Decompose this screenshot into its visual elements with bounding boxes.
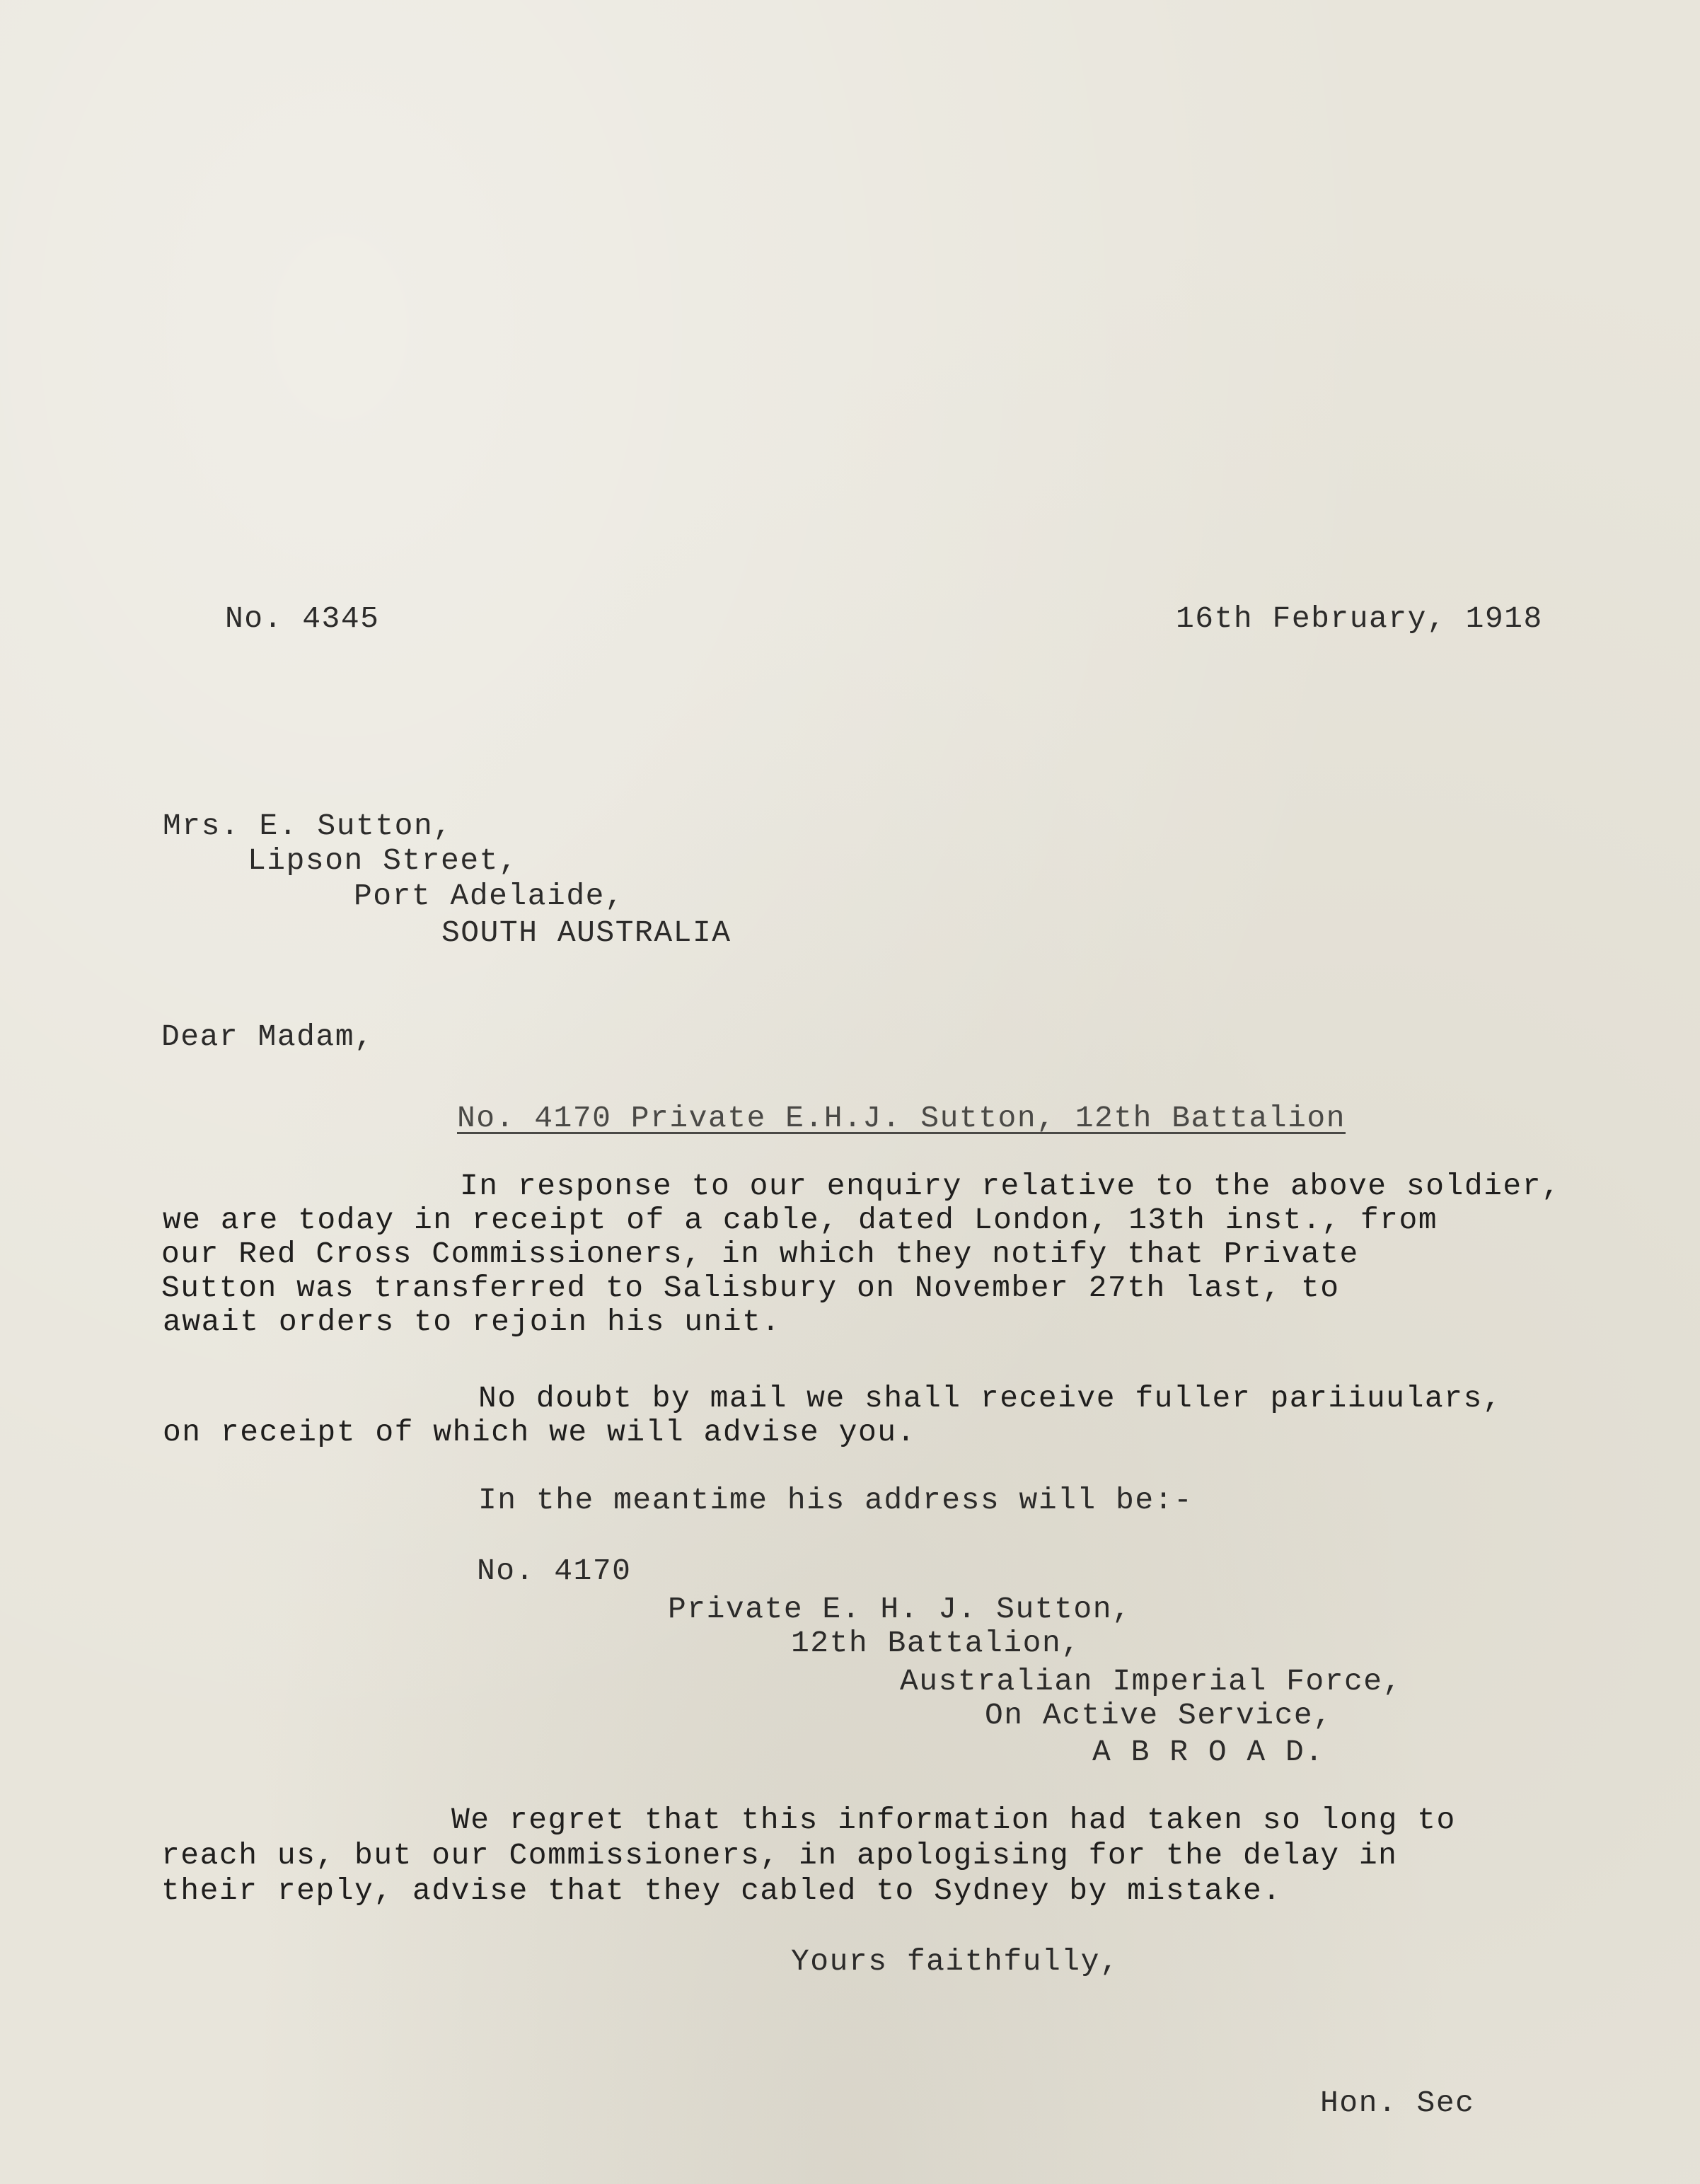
soldier-service: On Active Service, [985,1698,1333,1733]
meantime-line: In the meantime his address will be:- [478,1483,1193,1518]
soldier-location: A B R O A D. [1092,1735,1324,1769]
soldier-force: Australian Imperial Force, [900,1664,1402,1699]
paragraph2-line2: on receipt of which we will advise you. [163,1415,916,1450]
paragraph1-line3: our Red Cross Commissioners, in which they notify that Private [161,1237,1359,1271]
closing: Yours faithfully, [791,1944,1120,1979]
paragraph1-line2: we are today in receipt of a cable, dated London, 13th inst., from [163,1203,1438,1237]
recipient-name: Mrs. E. Sutton, [163,809,453,843]
paragraph3-line2: reach us, but our Commissioners, in apologising for the delay in [161,1838,1398,1873]
soldier-number: No. 4170 [477,1554,632,1588]
subject-line: No. 4170 Private E.H.J. Sutton, 12th Battalion [457,1101,1346,1136]
soldier-unit: 12th Battalion, [791,1626,1081,1660]
salutation: Dear Madam, [161,1019,374,1054]
paragraph2-line1: No doubt by mail we shall receive fuller pariiuulars, [478,1381,1503,1416]
paragraph3-line1: We regret that this information had taken so long to [451,1803,1456,1837]
recipient-town: Port Adelaide, [354,879,625,913]
reference-number: No. 4345 [225,601,380,636]
signatory: Hon. Sec [1320,2086,1475,2120]
paragraph1-line5: await orders to rejoin his unit. [163,1305,781,1339]
letter-date: 16th February, 1918 [1176,601,1543,636]
paragraph1-line1: In response to our enquiry relative to the above soldier, [460,1169,1561,1203]
recipient-state: SOUTH AUSTRALIA [441,915,732,950]
soldier-name: Private E. H. J. Sutton, [668,1592,1132,1627]
paragraph3-line3: their reply, advise that they cabled to Sydney by mistake. [161,1873,1282,1908]
paragraph1-line4: Sutton was transferred to Salisbury on November 27th last, to [161,1271,1340,1305]
recipient-street: Lipson Street, [248,843,519,878]
